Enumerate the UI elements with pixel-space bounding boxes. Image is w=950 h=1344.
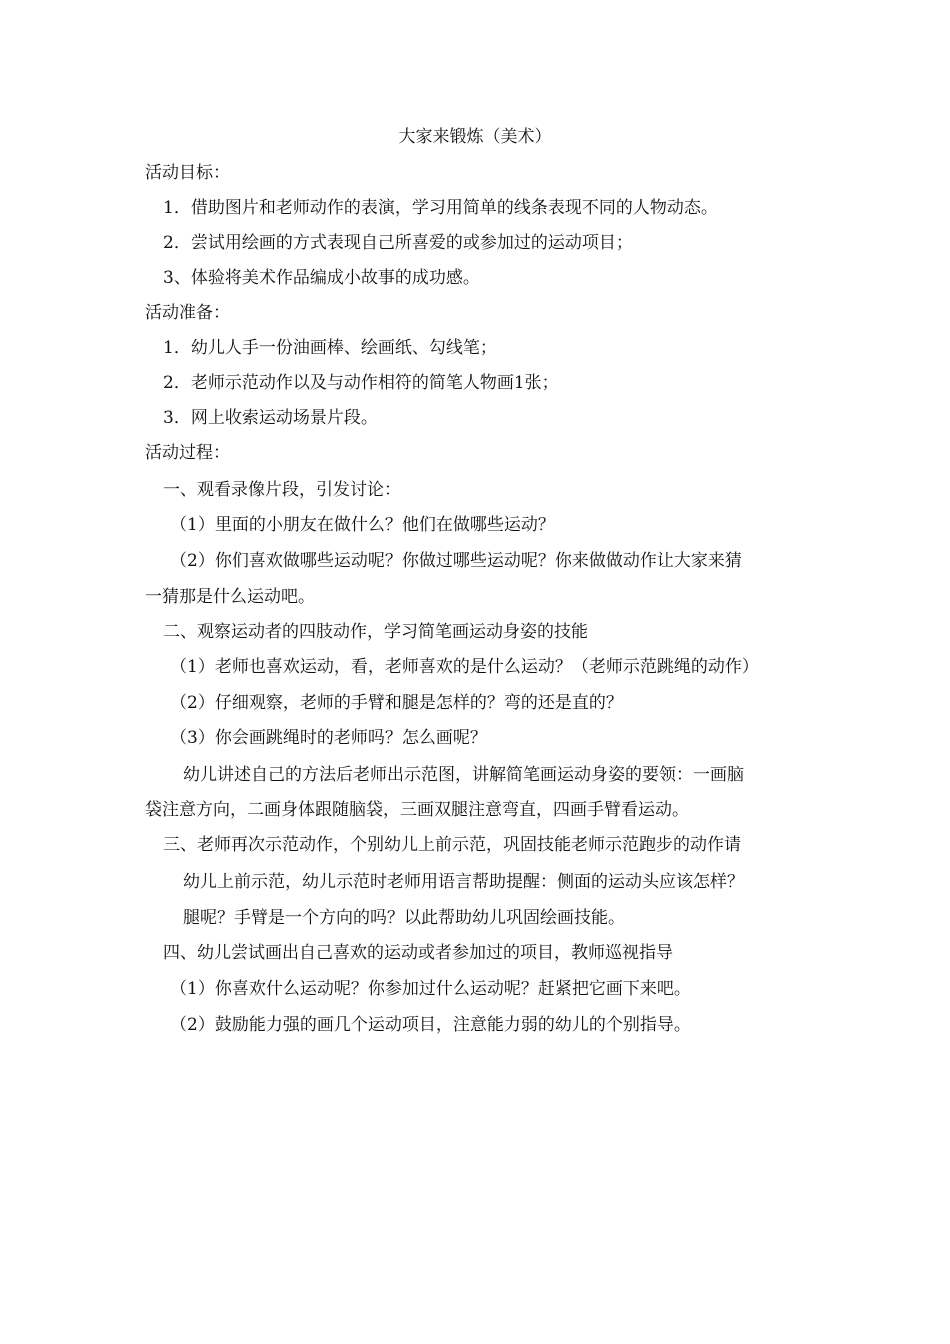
process-step-3-cont-1: 幼儿上前示范，幼儿示范时老师用语言帮助提醒：侧面的运动头应该怎样？ xyxy=(183,872,744,892)
process-step-2-question-3: （3）你会画跳绳时的老师吗？怎么画呢？ xyxy=(170,728,487,748)
process-step-1: 一、观看录像片段，引发讨论： xyxy=(163,480,401,500)
goal-item-1: 1．借助图片和老师动作的表演，学习用简单的线条表现不同的人物动态。 xyxy=(163,198,718,218)
preparation-item-3: 3．网上收索运动场景片段。 xyxy=(163,408,378,428)
process-step-2: 二、观察运动者的四肢动作，学习简笔画运动身姿的技能 xyxy=(163,622,588,642)
process-step-2-question-2: （2）仔细观察，老师的手臂和腿是怎样的？弯的还是直的？ xyxy=(170,693,623,713)
process-step-2-question-1: （1）老师也喜欢运动，看，老师喜欢的是什么运动？（老师示范跳绳的动作） xyxy=(170,657,759,677)
process-step-4-question-2: （2）鼓励能力强的画几个运动项目，注意能力弱的幼儿的个别指导。 xyxy=(170,1015,691,1035)
process-step-1-question-2: （2）你们喜欢做哪些运动呢？你做过哪些运动呢？你来做做动作让大家来猜 xyxy=(170,551,742,571)
section-heading-preparation: 活动准备： xyxy=(145,303,230,323)
goal-item-3: 3、体验将美术作品编成小故事的成功感。 xyxy=(163,268,480,288)
document-title: 大家来锻炼（美术） xyxy=(398,127,552,147)
process-step-4-question-1: （1）你喜欢什么运动呢？你参加过什么运动呢？赶紧把它画下来吧。 xyxy=(170,979,691,999)
process-step-4: 四、幼儿尝试画出自己喜欢的运动或者参加过的项目，教师巡视指导 xyxy=(163,943,673,963)
process-step-1-question-1: （1）里面的小朋友在做什么？他们在做哪些运动？ xyxy=(170,515,555,535)
process-step-1-question-2-cont: 一猜那是什么运动吧。 xyxy=(145,587,315,607)
section-heading-goals: 活动目标： xyxy=(145,163,230,183)
process-step-2-explanation-cont: 袋注意方向，二画身体跟随脑袋，三画双腿注意弯直，四画手臂看运动。 xyxy=(145,800,689,820)
section-heading-process: 活动过程： xyxy=(145,443,230,463)
preparation-item-1: 1．幼儿人手一份油画棒、绘画纸、勾线笔； xyxy=(163,338,497,358)
process-step-3-cont-2: 腿呢？手臂是一个方向的吗？以此帮助幼儿巩固绘画技能。 xyxy=(183,908,625,928)
goal-item-2: 2．尝试用绘画的方式表现自己所喜爱的或参加过的运动项目； xyxy=(163,233,633,253)
process-step-3: 三、老师再次示范动作，个别幼儿上前示范，巩固技能老师示范跑步的动作请 xyxy=(163,835,741,855)
preparation-item-2: 2．老师示范动作以及与动作相符的简笔人物画1张； xyxy=(163,373,559,393)
process-step-2-explanation: 幼儿讲述自己的方法后老师出示范图，讲解简笔画运动身姿的要领：一画脑 xyxy=(183,765,744,785)
